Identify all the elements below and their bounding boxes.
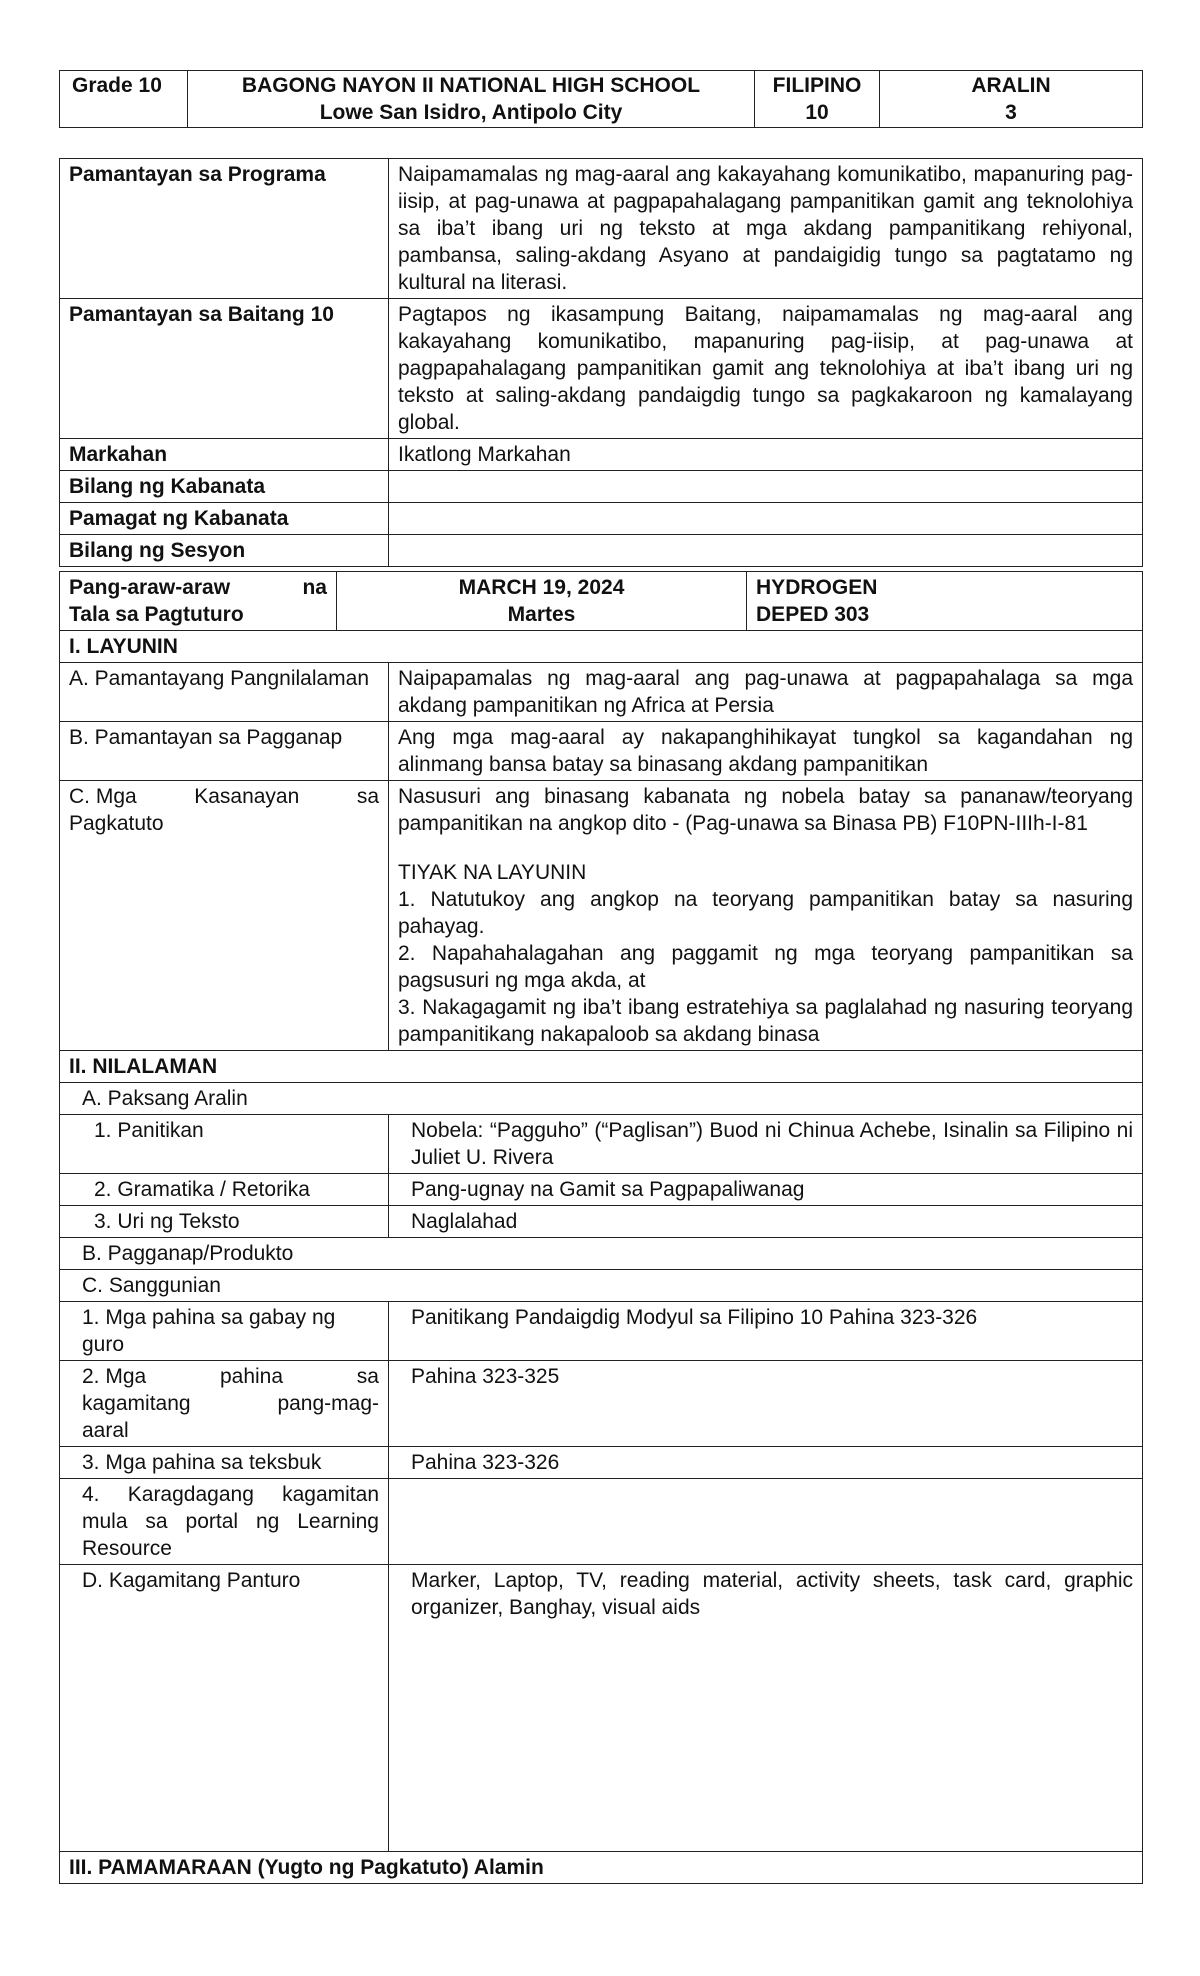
school-cell bbox=[188, 71, 755, 128]
session-number-label: Bilang ng Sesyon bbox=[60, 535, 389, 567]
chapter-number-label: Bilang ng Kabanata bbox=[60, 471, 389, 503]
chapter-title-label: Pamagat ng Kabanata bbox=[60, 503, 389, 535]
lesson-label: ARALIN bbox=[971, 74, 1051, 97]
header-table bbox=[59, 70, 1143, 128]
grade-standard-row bbox=[60, 299, 1143, 439]
objectives-heading: I. LAYUNIN bbox=[60, 631, 1143, 663]
ref4-text bbox=[389, 1479, 1143, 1565]
content-heading: II. NILALAMAN bbox=[60, 1051, 1143, 1083]
header-row bbox=[60, 71, 1143, 128]
literature-row bbox=[60, 1115, 1143, 1174]
standards-table bbox=[59, 158, 1143, 567]
ref2-row bbox=[60, 1361, 1143, 1447]
topic-row bbox=[60, 1083, 1143, 1115]
text-type-text: Naglalahad bbox=[389, 1206, 1143, 1238]
content-standard-text: Naipapamalas ng mag-aaral ang pag-unawa at pagpapahalaga sa mga akdang pampanitikan ng Africa at Persia bbox=[389, 663, 1143, 722]
section-cell bbox=[747, 572, 1143, 631]
literature-text: Nobela: “Pagguho” (“Paglisan”) Buod ni Chinua Achebe, Isinalin sa Filipino ni Juliet U. Rivera bbox=[389, 1115, 1143, 1174]
topic-label: A. Paksang Aralin bbox=[60, 1083, 1143, 1115]
competency-cell bbox=[389, 781, 1143, 1051]
procedure-heading: III. PAMAMARAAN (Yugto ng Pagkatuto) Alamin bbox=[60, 1852, 1143, 1884]
ref3-row bbox=[60, 1447, 1143, 1479]
ref2-line-3: aaral bbox=[82, 1419, 129, 1442]
content-standard-label: A. Pamantayang Pangnilalaman bbox=[60, 663, 389, 722]
text-type-label: 3. Uri ng Teksto bbox=[60, 1206, 389, 1238]
daily-log-line-2: Tala sa Pagtuturo bbox=[69, 603, 244, 626]
lesson-date: MARCH 19, 2024 bbox=[458, 576, 625, 599]
session-number-row bbox=[60, 535, 1143, 567]
performance-standard-label: B. Pamantayan sa Pagganap bbox=[60, 722, 389, 781]
ref2-w3: sa bbox=[356, 1365, 379, 1388]
grade-standard-text: Pagtapos ng ikasampung Baitang, naipamamalas ng mag-aaral ang kakayahang komunikatibo, mapanuring pag-iisip, at pag-unawa at pagpapahalagang pampanitikan gamit ang teknolohiya at iba’t ibang uri ng teksto at saling-akdang pandaigdig tungo sa pagkakaroon ng kamalayang global. bbox=[389, 299, 1143, 439]
text-type-row bbox=[60, 1206, 1143, 1238]
ref1-row bbox=[60, 1302, 1143, 1361]
competency-label-c: sa bbox=[356, 785, 379, 808]
procedure-heading-row bbox=[60, 1852, 1143, 1884]
grammar-row bbox=[60, 1174, 1143, 1206]
materials-text: Marker, Laptop, TV, reading material, activity sheets, task card, graphic organizer, Banghay, visual aids bbox=[389, 1565, 1143, 1852]
ref2-w2: pahina bbox=[219, 1365, 284, 1388]
subject-name: FILIPINO bbox=[772, 74, 862, 97]
grade-text: Grade 10 bbox=[72, 74, 162, 97]
session-number-value bbox=[389, 535, 1143, 567]
specific-objective-3: 3. Nakagagamit ng iba’t ibang estratehiya sa paglalahad ng nasuring teoryang pampanitikang nakapaloob sa akdang binasa bbox=[398, 996, 1134, 1046]
ref2-line-2 bbox=[82, 1390, 379, 1417]
daily-log-na: na bbox=[302, 576, 327, 599]
spacer bbox=[398, 837, 1133, 859]
quarter-label: Markahan bbox=[60, 439, 389, 471]
materials-row bbox=[60, 1565, 1143, 1852]
ref2-label bbox=[60, 1361, 389, 1447]
competency-row bbox=[60, 781, 1143, 1051]
materials-label: D. Kagamitang Panturo bbox=[60, 1565, 389, 1852]
lesson-plan-table bbox=[59, 571, 1143, 1884]
subject-cell bbox=[755, 71, 880, 128]
competency-label-a: C. Mga bbox=[69, 785, 137, 808]
program-standard-row bbox=[60, 159, 1143, 299]
competency-label-line-1 bbox=[69, 783, 379, 810]
chapter-title-value bbox=[389, 503, 1143, 535]
ref2-w1: 2. Mga bbox=[82, 1365, 147, 1388]
ref3-text: Pahina 323-326 bbox=[389, 1447, 1143, 1479]
literature-label: 1. Panitikan bbox=[60, 1115, 389, 1174]
specific-objectives-heading: TIYAK NA LAYUNIN bbox=[398, 861, 587, 884]
chapter-title-row bbox=[60, 503, 1143, 535]
chapter-number-value bbox=[389, 471, 1143, 503]
grade-cell bbox=[60, 71, 188, 128]
content-heading-row bbox=[60, 1051, 1143, 1083]
date-cell bbox=[337, 572, 747, 631]
ref1-label: 1. Mga pahina sa gabay ng guro bbox=[60, 1302, 389, 1361]
subject-level: 10 bbox=[805, 101, 829, 124]
performance-standard-row bbox=[60, 722, 1143, 781]
section-name: HYDROGEN bbox=[756, 576, 878, 599]
lesson-cell bbox=[880, 71, 1143, 128]
performance-standard-text: Ang mga mag-aaral ay nakapanghihikayat tungkol sa kagandahan ng alinmang bansa batay sa binasang akdang pampanitikan bbox=[389, 722, 1143, 781]
program-standard-label: Pamantayan sa Programa bbox=[60, 159, 389, 299]
ref1-text: Panitikang Pandaigdig Modyul sa Filipino 10 Pahina 323-326 bbox=[389, 1302, 1143, 1361]
reference-label: C. Sanggunian bbox=[60, 1270, 1143, 1302]
daily-log-cell bbox=[60, 572, 337, 631]
room-name: DEPED 303 bbox=[756, 603, 870, 626]
specific-objective-1: 1. Natutukoy ang angkop na teoryang pampanitikan batay sa nasuring pahayag. bbox=[398, 888, 1134, 938]
chapter-number-row bbox=[60, 471, 1143, 503]
product-row bbox=[60, 1238, 1143, 1270]
competency-label bbox=[60, 781, 389, 1051]
daily-log-word: Pang-araw-araw bbox=[69, 576, 231, 599]
lesson-number: 3 bbox=[1005, 101, 1017, 124]
content-standard-row bbox=[60, 663, 1143, 722]
ref3-label: 3. Mga pahina sa teksbuk bbox=[60, 1447, 389, 1479]
reference-row bbox=[60, 1270, 1143, 1302]
product-label: B. Pagganap/Produkto bbox=[60, 1238, 1143, 1270]
quarter-value: Ikatlong Markahan bbox=[389, 439, 1143, 471]
lesson-day: Martes bbox=[507, 603, 576, 626]
program-standard-text: Naipamamalas ng mag-aaral ang kakayahang komunikatibo, mapanuring pag-iisip, at pag-unawa at pagpapahalagang pampanitikan gamit ang teknolohiya sa iba’t ibang uri ng teksto at mga akdang pampanitikang rehiyonal, pambansa, saling-akdang Asyano at pandaigidig tungo sa pagtatamo ng kultural na literasi. bbox=[389, 159, 1143, 299]
grammar-label: 2. Gramatika / Retorika bbox=[60, 1174, 389, 1206]
competency-label-line-2: Pagkatuto bbox=[69, 812, 164, 835]
ref2-w4: kagamitang bbox=[82, 1392, 191, 1415]
school-name: BAGONG NAYON II NATIONAL HIGH SCHOOL bbox=[241, 74, 701, 97]
daily-log-line-1 bbox=[69, 574, 327, 601]
ref2-w5: pang-mag- bbox=[277, 1392, 379, 1415]
quarter-row bbox=[60, 439, 1143, 471]
ref2-line-1 bbox=[82, 1363, 379, 1390]
ref4-row bbox=[60, 1479, 1143, 1565]
competency-text: Nasusuri ang binasang kabanata ng nobela batay sa pananaw/teoryang pampanitikan na angkop dito - (Pag-unawa sa Binasa PB) F10PN-IIIh-I-81 bbox=[398, 785, 1134, 835]
ref2-text: Pahina 323-325 bbox=[389, 1361, 1143, 1447]
plan-header-row bbox=[60, 572, 1143, 631]
grade-standard-label: Pamantayan sa Baitang 10 bbox=[60, 299, 389, 439]
school-address: Lowe San Isidro, Antipolo City bbox=[319, 101, 623, 124]
specific-objective-2: 2. Napahahalagahan ang paggamit ng mga teoryang pampanitikan sa pagsusuri ng mga akda, at bbox=[398, 942, 1134, 992]
ref4-label: 4. Karagdagang kagamitan mula sa portal ng Learning Resource bbox=[60, 1479, 389, 1565]
objectives-heading-row bbox=[60, 631, 1143, 663]
competency-label-b: Kasanayan bbox=[194, 785, 300, 808]
grammar-text: Pang-ugnay na Gamit sa Pagpapaliwanag bbox=[389, 1174, 1143, 1206]
